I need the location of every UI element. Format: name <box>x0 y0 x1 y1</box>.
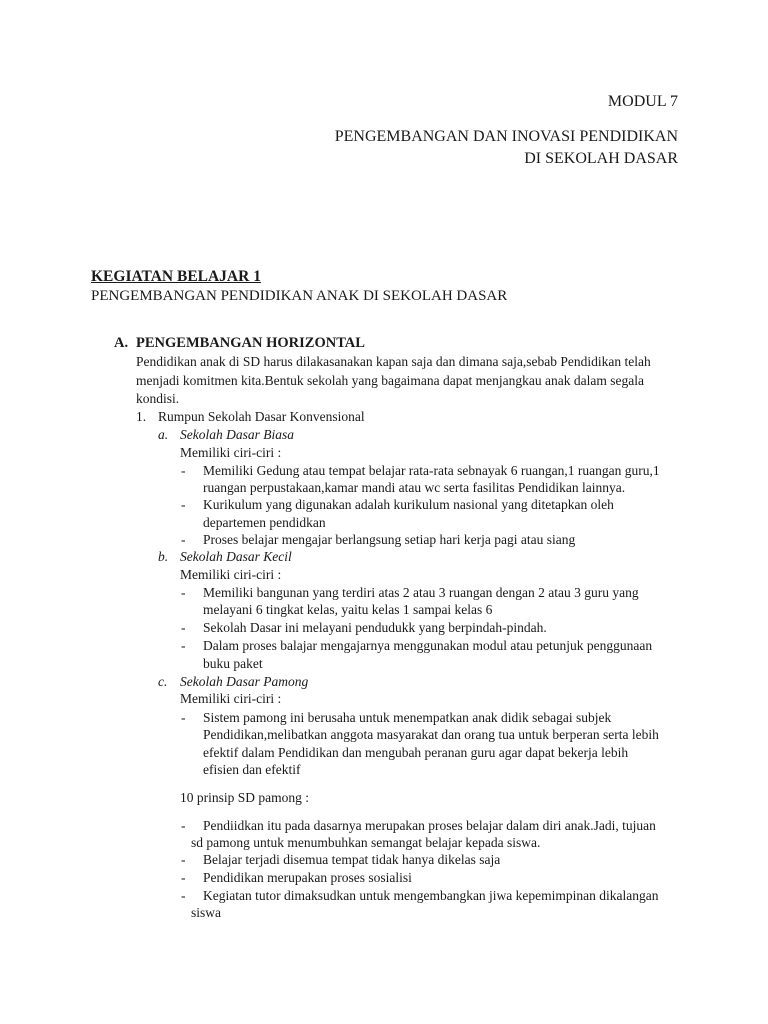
sub-c-bullet-1-line-1: Sistem pamong ini berusaha untuk menempatkan anak didik sebagai subjek <box>203 710 612 725</box>
sub-a-bullet-2-line-2: departemen pendidkan <box>203 515 326 530</box>
kegiatan-subtitle: PENGEMBANGAN PENDIDIKAN ANAK DI SEKOLAH DASAR <box>91 288 508 304</box>
sub-c-bullet-1-line-4: efisien dan efektif <box>203 762 301 777</box>
sub-a-ciri: Memiliki ciri-ciri : <box>180 445 282 460</box>
sub-c-letter: c. <box>158 674 168 689</box>
section-a-title: PENGEMBANGAN HORIZONTAL <box>136 335 365 351</box>
sub-c-title: Sekolah Dasar Pamong <box>180 674 309 689</box>
prinsip-title: 10 prinsip SD pamong : <box>180 790 310 805</box>
bullet-dash: - <box>181 638 186 653</box>
item-1-number: 1. <box>136 409 147 424</box>
intro-line-1: Pendidikan anak di SD harus dilakasanakan kapan saja dan dimana saja,sebab Pendidikan telah <box>136 354 651 369</box>
sub-c-bullet-1-line-3: efektif dalam Pendidikan dan mengubah peranan guru agar dapat bekerja lebih <box>203 745 629 760</box>
module-number: MODUL 7 <box>607 93 678 110</box>
sub-a-bullet-3: Proses belajar mengajar berlangsung setiap hari kerja pagi atau siang <box>203 532 576 547</box>
sub-b-bullet-1-line-2: melayani 6 tingkat kelas, yaitu kelas 1 sampai kelas 6 <box>203 602 493 617</box>
sub-c-ciri: Memiliki ciri-ciri : <box>180 691 282 706</box>
sub-b-bullet-1-line-1: Memiliki bangunan yang terdiri atas 2 atau 3 ruangan dengan 2 atau 3 guru yang <box>203 585 639 600</box>
sub-a-bullet-1-line-1: Memiliki Gedung atau tempat belajar rata-rata sebnayak 6 ruangan,1 ruangan guru,1 <box>203 463 660 478</box>
prinsip-4-line-1: Kegiatan tutor dimaksudkan untuk mengembangkan jiwa kepemimpinan dikalangan <box>203 888 659 903</box>
bullet-dash: - <box>181 532 186 547</box>
bullet-dash: - <box>181 818 186 833</box>
sub-a-letter: a. <box>158 427 169 442</box>
intro-line-3: kondisi. <box>136 391 180 406</box>
sub-a-bullet-2-line-1: Kurikulum yang digunakan adalah kurikulum nasional yang ditetapkan oleh <box>203 497 614 512</box>
prinsip-4-line-2: siswa <box>191 905 221 920</box>
bullet-dash: - <box>181 870 186 885</box>
sub-b-title: Sekolah Dasar Kecil <box>180 549 292 564</box>
sub-b-ciri: Memiliki ciri-ciri : <box>180 567 282 582</box>
module-title-line-1: PENGEMBANGAN DAN INOVASI PENDIDIKAN <box>334 128 678 145</box>
sub-b-bullet-3-line-1: Dalam proses balajar mengajarnya menggunakan modul atau petunjuk penggunaan <box>203 638 653 653</box>
sub-a-title: Sekolah Dasar Biasa <box>180 427 294 442</box>
sub-a-bullet-1-line-2: ruangan perpustakaan,kamar mandi atau wc serta fasilitas Pendidikan lainnya. <box>203 480 626 495</box>
bullet-dash: - <box>181 463 186 478</box>
sub-b-letter: b. <box>158 549 169 564</box>
bullet-dash: - <box>181 710 186 725</box>
prinsip-1-line-1: Pendiidkan itu pada dasarnya merupakan proses belajar dalam diri anak.Jadi, tujuan <box>203 818 656 833</box>
section-a-heading <box>114 335 365 352</box>
bullet-dash: - <box>181 585 186 600</box>
prinsip-1-line-2: sd pamong untuk menumbuhkan semangat belajar kepada siswa. <box>191 835 541 850</box>
bullet-dash: - <box>181 852 186 867</box>
sub-b-bullet-3-line-2: buku paket <box>203 656 263 671</box>
section-a-letter: A. <box>114 335 129 351</box>
bullet-dash: - <box>181 888 186 903</box>
intro-line-2: menjadi komitmen kita.Bentuk sekolah yang bagaimana dapat menjangkau anak dalam segala <box>136 373 644 388</box>
module-title-line-2: DI SEKOLAH DASAR <box>524 150 678 167</box>
prinsip-2: Belajar terjadi disemua tempat tidak hanya dikelas saja <box>203 852 501 867</box>
item-1-label: Rumpun Sekolah Dasar Konvensional <box>158 409 365 424</box>
kegiatan-title: KEGIATAN BELAJAR 1 <box>91 268 261 285</box>
sub-c-bullet-1-line-2: Pendidikan,melibatkan anggota masyarakat dan orang tua untuk berperan serta lebih <box>203 727 659 742</box>
bullet-dash: - <box>181 497 186 512</box>
bullet-dash: - <box>181 620 186 635</box>
prinsip-3: Pendidikan merupakan proses sosialisi <box>203 870 412 885</box>
sub-b-bullet-2: Sekolah Dasar ini melayani pendudukk yang berpindah-pindah. <box>203 620 547 635</box>
